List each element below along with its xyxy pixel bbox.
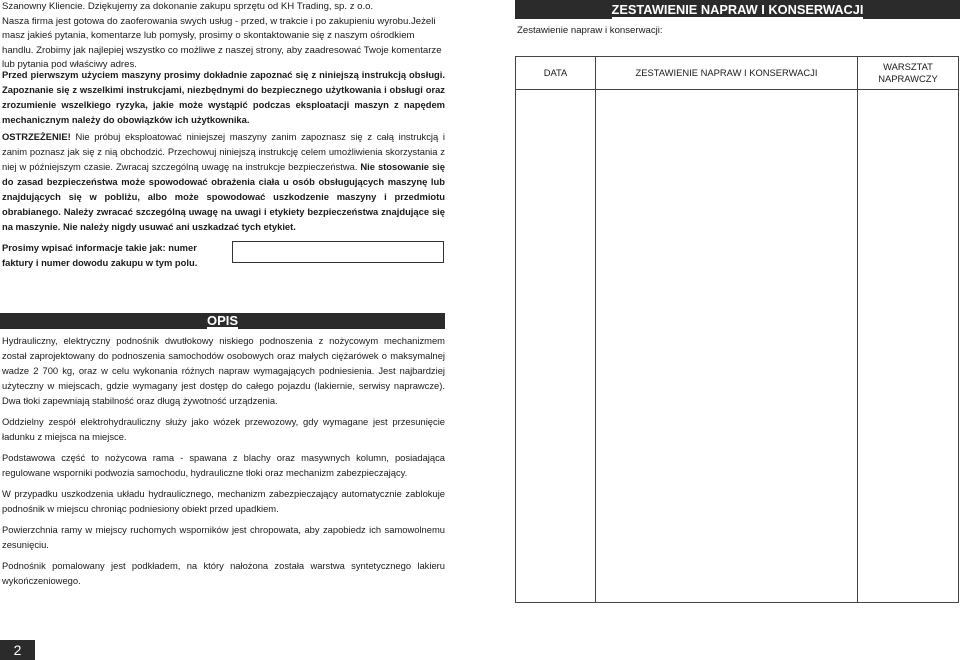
description-paragraph: Podnośnik pomalowany jest podkładem, na który nałożona została warstwa syntetycznego lakieru wykończeniowego. [2,560,445,586]
description-paragraph: W przypadku uszkodzenia układu hydraulicznego, mechanizm zabezpieczający automatycznie zablokuje podnośnik w miejscu chroniąc podniesiony obiekt przed upadkiem. [2,488,445,514]
instruction-notice: Przed pierwszym użyciem maszyny prosimy dokładnie zapoznać się z niniejszą instrukcją obsługi. Zapoznanie się z wszelkimi instrukcjami, niezbędnymi do bezpiecznego użytkowania i obsługi oraz zrozumienie wszelkiego ryzyka, jakie może wystąpić podczas eksploatacji maszyn z napędem mechanicznym należy do obowiązków ich użytkownika. [2,69,445,125]
description-paragraph: Hydrauliczny, elektryczny podnośnik dwutłokowy niskiego podnoszenia z nożycowym mechanizmem został zaprojektowany do podnoszenia samochodów osobowych oraz małych ciężarówek o maksymalnej wadze 2 700 kg, oraz w celu wykonania różnych napraw wymagających podniesienia. Jest najbardziej użyteczny w miejscach, gdzie wymagany jest dostęp do całego pojazdu (lakiernie, serwisy naprawcze). Dwa tłoki zapewniają stabilność oraz długą żywotność urządzenia. [2,335,445,406]
description-header [0,313,445,329]
repairs-title: ZESTAWIENIE NAPRAW I KONSERWACJI [611,2,864,17]
description-title: OPIS [206,313,239,328]
table-row [516,90,959,603]
repairs-table [515,56,959,603]
column-date: DATA [516,57,596,90]
intro-paragraph: Nasza firma jest gotowa do zaoferowania swych usług - przed, w trakcie i po zakupieniu wyrobu.Jeżeli masz jakieś pytania, komentarze lub pomysły, prosimy o skontaktowanie się z naszym ośrodkiem handlu. Zrobimy jak najlepiej wszystko co możliwe z naszej strony, aby zaadresować Twoje komentarze lub pytania pod właściwy adres. [2,15,442,71]
page-number: 2 [0,640,35,660]
warning-block [2,129,445,234]
repairs-header [515,0,960,19]
warning-text-bold: Nie stosowanie się do zasad bezpieczeństwa może spowodować obrażenia ciała u osób obsługujących maszynę lub znajdujących się w pobliżu, albo może spowodować uszkodzenie maszyny i przedmiotu obrabianego. Należy zwracać szczególną uwagę na uwagi i etykiety bezpieczeństwa znajdujące się na maszynie. Nie należy nigdy usuwać ani uszkadzać tych etykiet. [2,161,445,232]
column-repairs: ZESTAWIENIE NAPRAW I KONSERWACJI [596,57,858,90]
warning-heading: OSTRZEŻENIE! [2,131,71,142]
invoice-field[interactable] [232,241,444,263]
invoice-request: Prosimy wpisać informacje takie jak: numer faktury i numer dowodu zakupu w tym polu. [2,242,198,268]
repairs-label: Zestawienie napraw i konserwacji: [517,25,663,36]
description-paragraph: Podstawowa część to nożycowa rama - spawana z blachy oraz masywnych kolumn, posiadająca regulowane wsporniki podwozia samochodu, hydrauliczne tłoki oraz mechanizm zabezpieczający. [2,452,445,478]
column-workshop: WARSZTAT NAPRAWCZY [858,57,959,90]
date-cell[interactable] [516,90,596,603]
repairs-header-row [516,57,959,90]
repairs-cell[interactable] [596,90,858,603]
description-paragraph: Powierzchnia ramy w miejscy ruchomych wsporników jest chropowata, aby zapobiedz ich samowolnemu zesunięciu. [2,524,445,550]
workshop-cell[interactable] [858,90,959,603]
warning-text: Nie próbuj eksploatować niniejszej maszyny zanim zapoznasz się z całą instrukcją i zanim poznasz jak się z nią obchodzić. Przechowuj niniejszą instrukcję celem umożliwienia skorzystania z niej w późniejszym czasie. Zwracaj szczególną uwagę na instrukcje bezpieczeństwa. [2,131,445,172]
intro-text [2,0,447,73]
intro-greeting: Szanowny Kliencie. Dziękujemy za dokonanie zakupu sprzętu od KH Trading, sp. z o.o. [2,1,374,12]
description-paragraph: Oddzielny zespół elektrohydrauliczny służy jako wózek przewozowy, gdy wymagane jest przesunięcie ładunku z miejsca na miejsce. [2,416,445,442]
description-body [2,333,445,594]
